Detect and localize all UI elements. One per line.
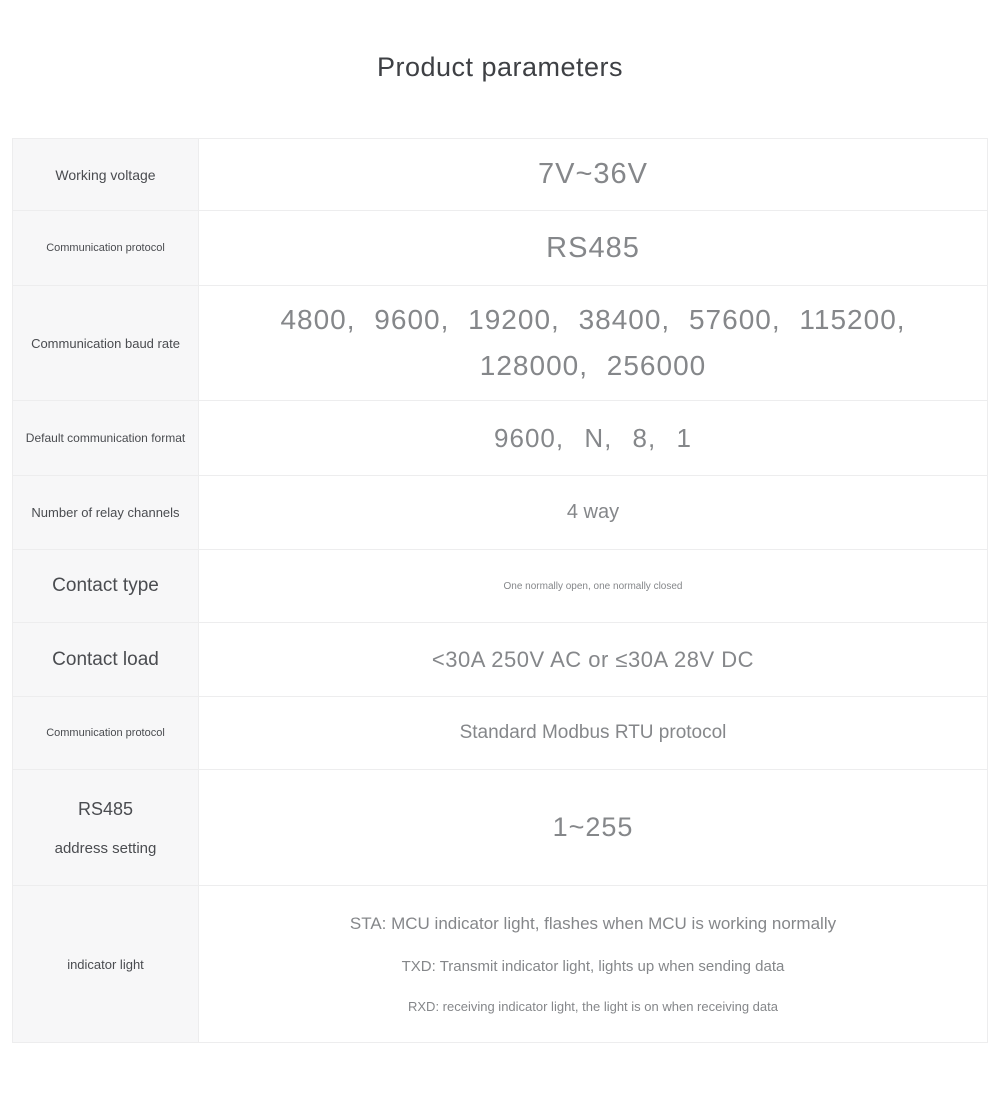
- table-row-indicator-light: [13, 886, 987, 1042]
- row-value: [199, 286, 987, 400]
- table-row-contact-type: [13, 550, 987, 623]
- row-label: Communication protocol: [13, 697, 199, 769]
- row-label: Communication protocol: [13, 211, 199, 285]
- table-row-rs485-address: [13, 770, 987, 886]
- table-row-baud-rate: [13, 286, 987, 401]
- table-row-modbus-protocol: [13, 697, 987, 770]
- row-label: Communication baud rate: [13, 286, 199, 400]
- row-value: [199, 886, 987, 1042]
- row-value: <30A 250V AC or ≤30A 28V DC: [431, 646, 755, 672]
- table-row-communication-protocol: [13, 211, 987, 286]
- table-row-contact-load: [13, 623, 987, 697]
- value-line: STA: MCU indicator light, flashes when MCU is working normally: [349, 914, 837, 933]
- row-value: Standard Modbus RTU protocol: [459, 722, 727, 743]
- value-line: 4800, 9600, 19200, 38400, 57600, 115200,: [280, 304, 906, 335]
- row-label: [13, 770, 199, 885]
- row-value: 4 way: [566, 501, 620, 523]
- label-line: address setting: [54, 839, 157, 857]
- page-title: Product parameters: [376, 52, 624, 82]
- row-label: Number of relay channels: [13, 476, 199, 549]
- value-line: TXD: Transmit indicator light, lights up when sending data: [401, 958, 785, 975]
- row-value: 9600, N, 8, 1: [494, 422, 692, 453]
- row-label: Contact load: [13, 623, 199, 696]
- spec-table: [12, 138, 988, 1043]
- row-value: RS485: [546, 231, 640, 264]
- value-line: RXD: receiving indicator light, the light is on when receiving data: [408, 999, 778, 1014]
- row-value: 1~255: [552, 812, 634, 842]
- row-label: Contact type: [13, 550, 199, 622]
- value-line: 128000, 256000: [479, 350, 707, 381]
- row-label: indicator light: [13, 886, 199, 1042]
- label-line: RS485: [77, 798, 134, 819]
- row-value: 7V~36V: [537, 158, 648, 190]
- table-row-default-format: [13, 401, 987, 476]
- table-row-relay-channels: [13, 476, 987, 550]
- row-value: One normally open, one normally closed: [503, 580, 683, 592]
- row-label: Working voltage: [13, 139, 199, 210]
- row-label: Default communication format: [13, 401, 199, 475]
- table-row-working-voltage: [13, 139, 987, 211]
